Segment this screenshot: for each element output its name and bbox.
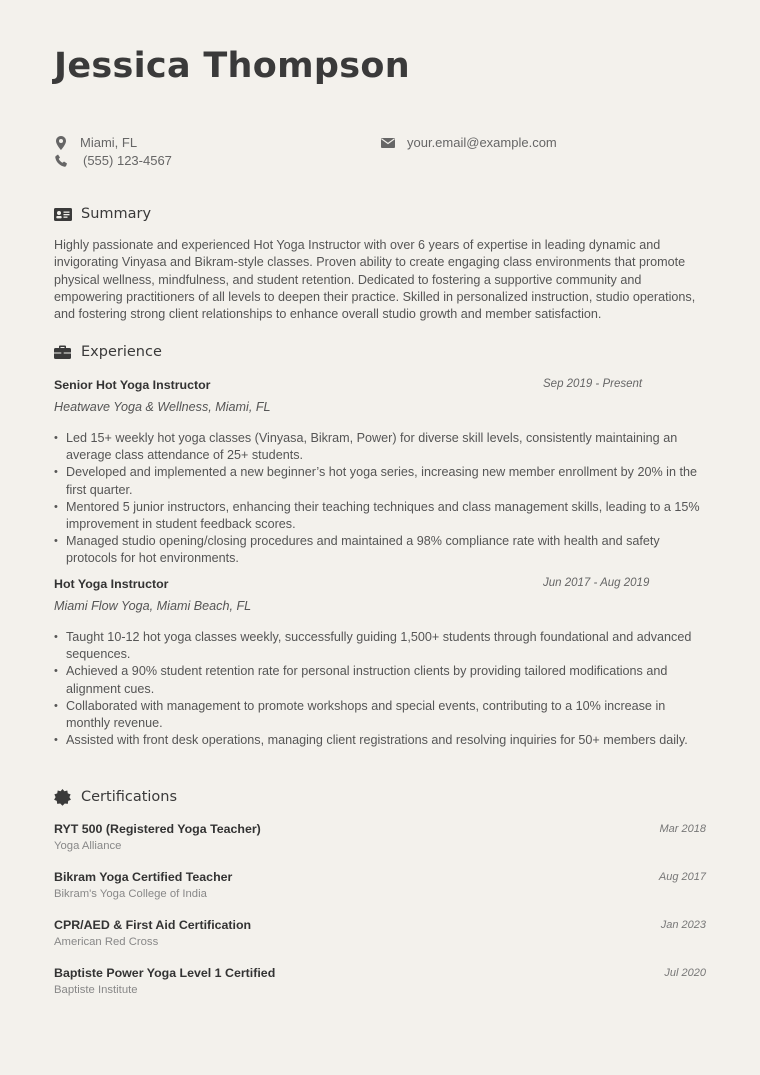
phone-icon xyxy=(54,154,68,168)
envelope-icon xyxy=(381,136,395,150)
badge-icon xyxy=(54,789,72,805)
bullet-item: • Mentored 5 junior instructors, enhancing their teaching techniques and class management skills, leading to a 15% improvement in student feedback scores. xyxy=(54,499,709,533)
job-bullets xyxy=(54,430,709,568)
certifications-heading-label: Certifications xyxy=(81,789,178,805)
id-card-icon xyxy=(54,206,72,222)
cert-title: CPR/AED & First Aid Certification xyxy=(54,918,252,932)
cert-org: Yoga Alliance xyxy=(54,840,122,852)
bullet-item: • Led 15+ weekly hot yoga classes (Vinyasa, Bikram, Power) for diverse skill levels, consistently maintaining an average class attendance of 25+ students. xyxy=(54,430,709,464)
bullet-item: • Managed studio opening/closing procedures and maintained a 98% compliance rate with health and safety protocols for hot environments. xyxy=(54,533,709,567)
summary-heading xyxy=(54,206,151,222)
job-title: Hot Yoga Instructor xyxy=(54,577,169,591)
job-dates: Sep 2019 - Present xyxy=(543,378,643,390)
bullet-item: • Developed and implemented a new beginner’s hot yoga series, increasing new member enrollment by 20% in the first quarter. xyxy=(54,464,709,498)
cert-title: Bikram Yoga Certified Teacher xyxy=(54,870,233,884)
cert-date: Mar 2018 xyxy=(659,823,706,835)
contact-location xyxy=(54,135,137,150)
cert-date: Aug 2017 xyxy=(658,871,706,883)
bullet-item: • Collaborated with management to promote workshops and special events, contributing to a 10% increase in monthly revenue. xyxy=(54,698,709,732)
cert-org: Bikram's Yoga College of India xyxy=(54,888,207,900)
summary-text: Highly passionate and experienced Hot Yoga Instructor with over 6 years of expertise in leading dynamic and invigorating Vinyasa and Bikram-style classes. Proven ability to create engaging class environments that promote physical wellness, mindfulness, and student retention. Dedicated to fostering a supportive community and empowering practitioners of all levels to deepen their practice. Skilled in personalized instruction, studio operations, and fostering strong client relationships to enhance overall studio growth and member satisfaction. xyxy=(54,238,696,322)
bullet-item: • Achieved a 90% student retention rate for personal instruction clients by providing tailored modifications and alignment cues. xyxy=(54,663,709,697)
job-title: Senior Hot Yoga Instructor xyxy=(54,378,211,392)
cert-org: Baptiste Institute xyxy=(54,984,138,996)
job-dates: Jun 2017 - Aug 2019 xyxy=(543,577,650,589)
bullet-item: • Assisted with front desk operations, managing client registrations and resolving inquiries for 50+ members daily. xyxy=(54,732,709,749)
contact-email xyxy=(381,135,557,150)
cert-org: American Red Cross xyxy=(54,936,159,948)
cert-date: Jul 2020 xyxy=(664,967,706,979)
experience-heading xyxy=(54,344,162,360)
location-text: Miami, FL xyxy=(80,135,138,150)
certifications-heading xyxy=(54,789,177,805)
page-title: Jessica Thompson xyxy=(54,46,410,86)
experience-heading-label: Experience xyxy=(81,344,162,360)
briefcase-icon xyxy=(54,344,72,360)
bullet-item: • Taught 10-12 hot yoga classes weekly, successfully guiding 1,500+ students through foundational and advanced sequences. xyxy=(54,629,709,663)
map-pin-icon xyxy=(54,136,68,150)
job-company: Heatwave Yoga & Wellness, Miami, FL xyxy=(54,400,271,414)
cert-date: Jan 2023 xyxy=(660,919,706,931)
email-link[interactable]: your.email@example.com xyxy=(407,135,557,150)
cert-title: RYT 500 (Registered Yoga Teacher) xyxy=(54,822,261,836)
job-bullets xyxy=(54,629,709,749)
cert-title: Baptiste Power Yoga Level 1 Certified xyxy=(54,966,276,980)
summary-heading-label: Summary xyxy=(81,206,152,222)
phone-text: (555) 123-4567 xyxy=(83,153,172,168)
contact-phone xyxy=(54,153,172,168)
job-company: Miami Flow Yoga, Miami Beach, FL xyxy=(54,599,252,613)
